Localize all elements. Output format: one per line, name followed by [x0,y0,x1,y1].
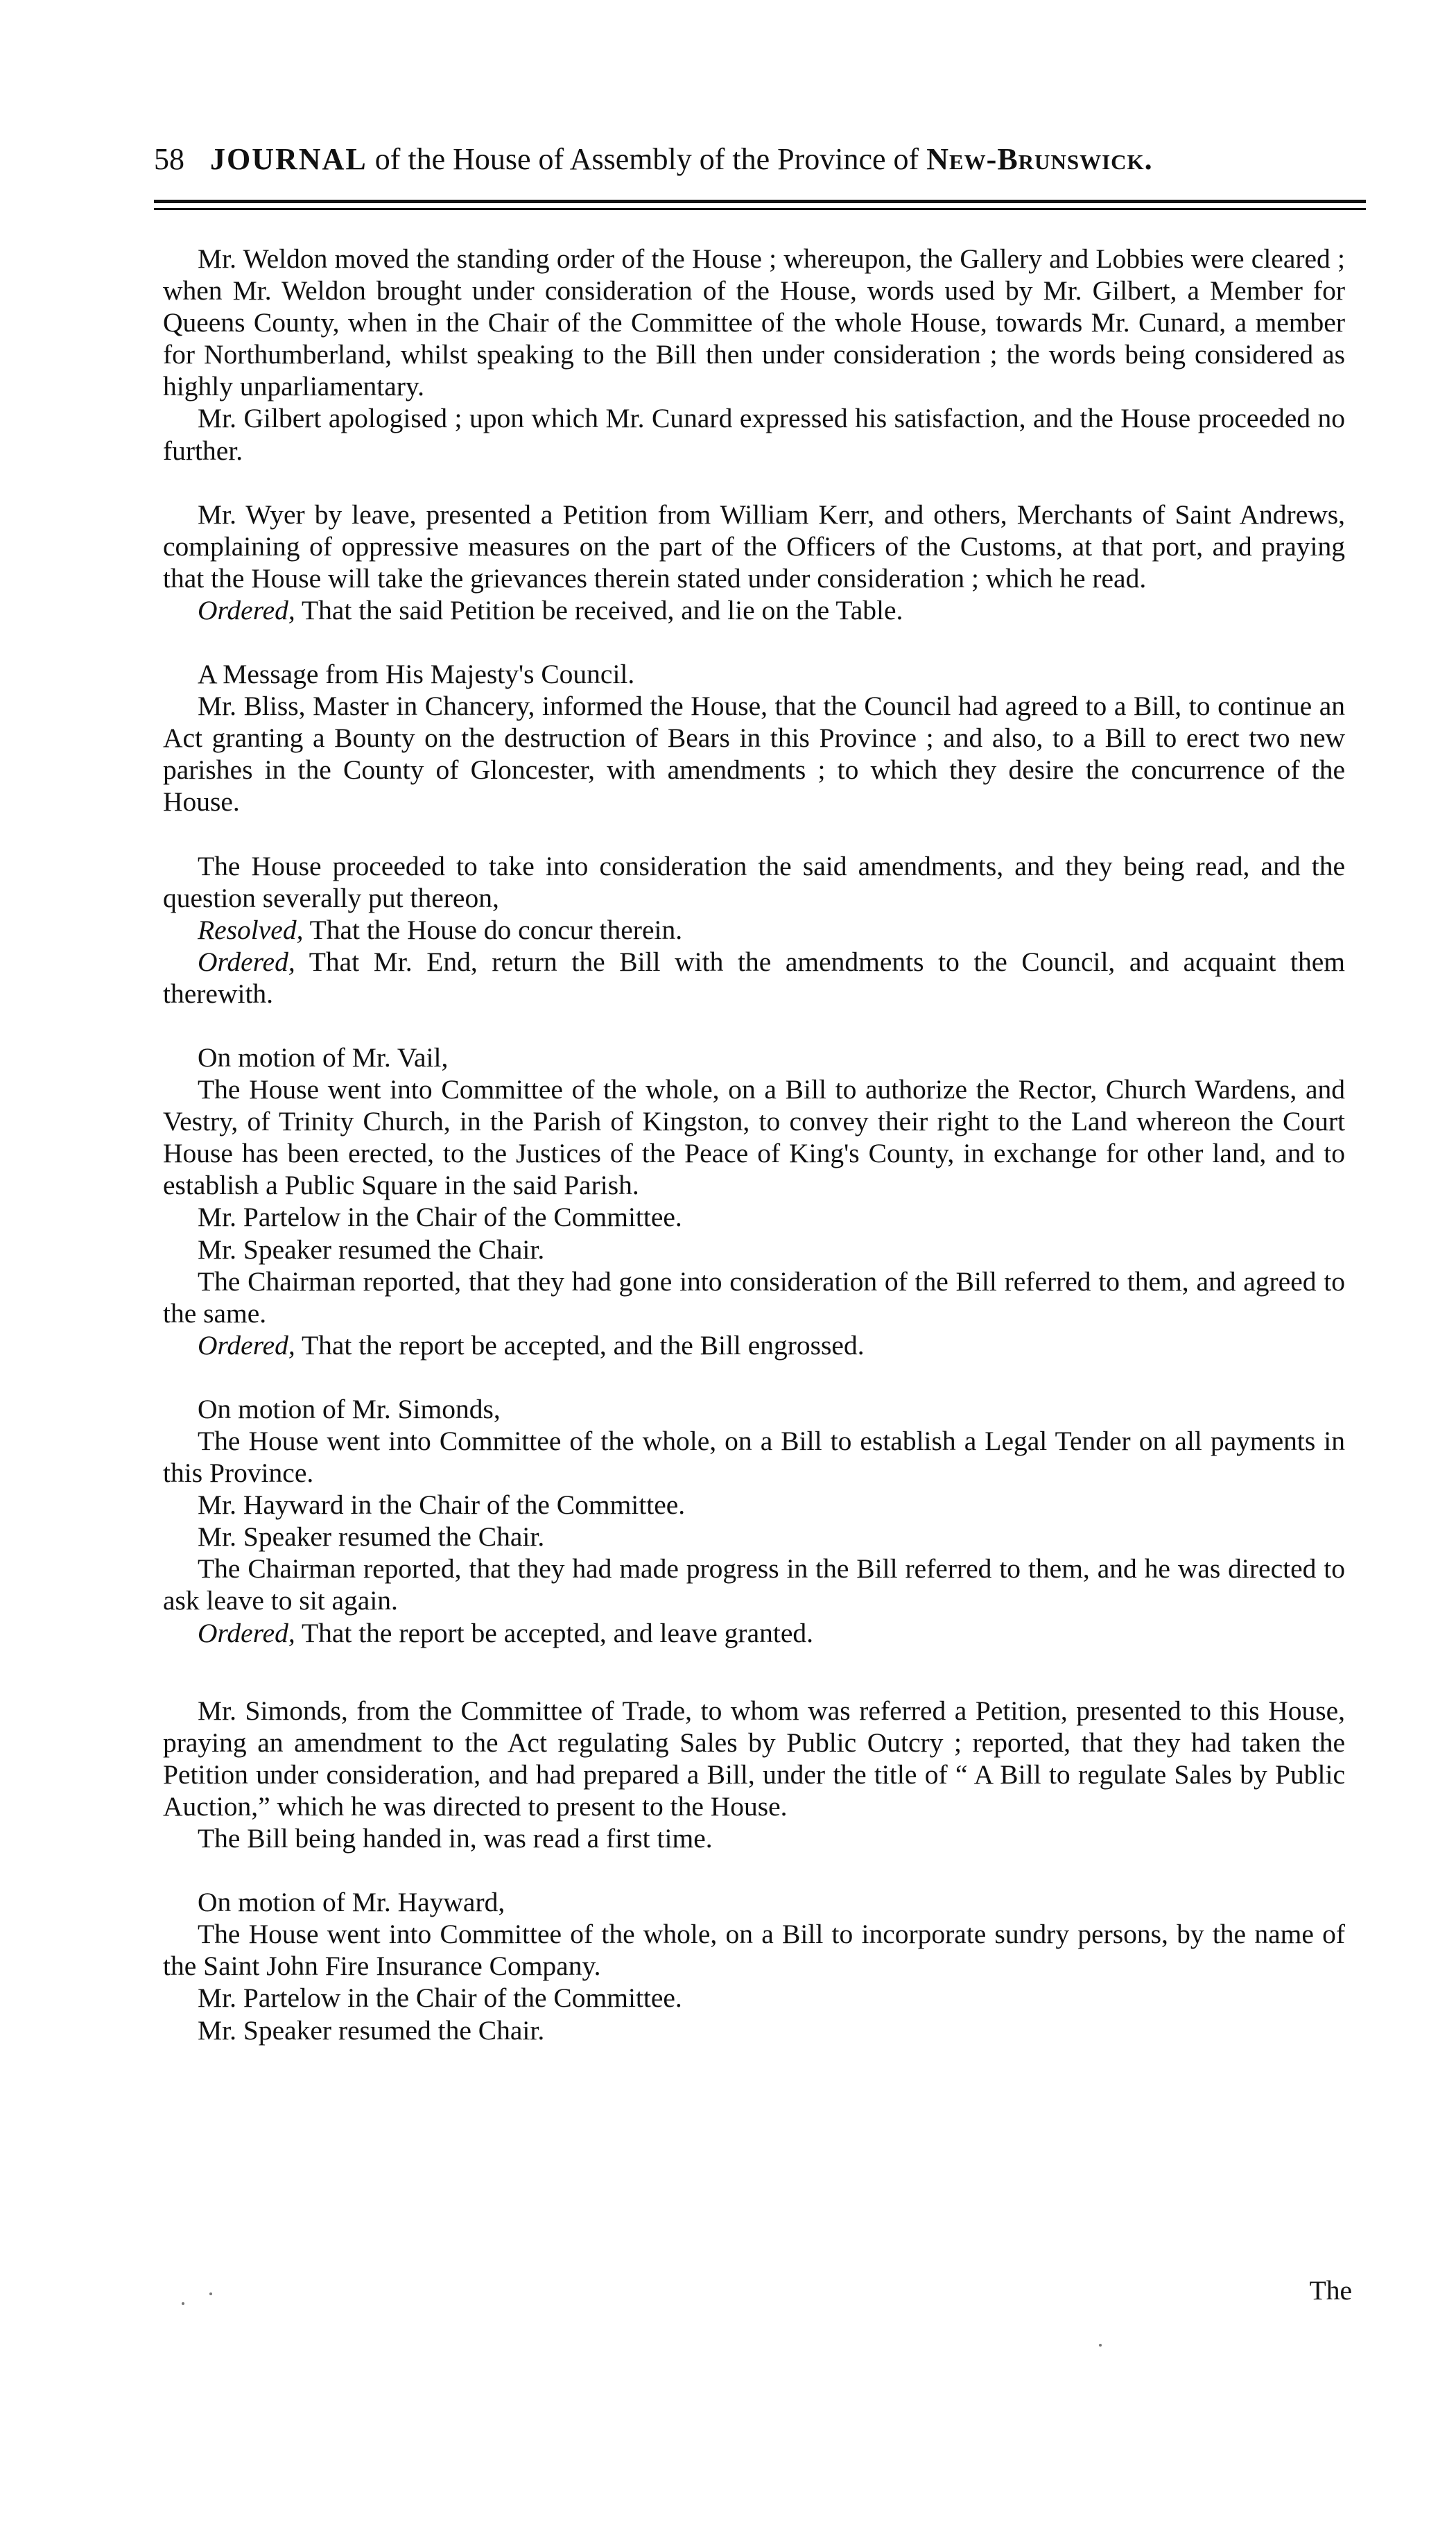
journal-paragraph [163,1886,1345,1918]
journal-paragraph [163,1073,1345,1201]
paragraph-text: The House went into Committee of the whole, on a Bill to establish a Legal Tender on all payments in this Province. [163,1426,1345,1489]
print-speck [1099,2344,1102,2347]
paragraph-text: The Chairman reported, that they had gone into consideration of the Bill referred to them, and agreed to the same. [163,1266,1345,1329]
header-rule-thin [154,208,1366,210]
print-speck [182,2302,184,2305]
journal-paragraph [163,1329,1345,1361]
paragraph-italic-lead: Ordered, [198,1329,295,1361]
journal-paragraph [163,1042,1345,1073]
journal-paragraph [163,1617,1345,1649]
journal-paragraph [163,1489,1345,1521]
journal-entry-b8 [163,1886,1345,2046]
journal-entry-b3 [163,658,1345,818]
paragraph-text: The House proceeded to take into consideration the said amendments, and they being read, and the question severally put thereon, [163,850,1345,913]
paragraph-text: That the report be accepted, and the Bill engrossed. [295,1329,865,1361]
journal-paragraph [163,1234,1345,1266]
paragraph-text: The Chairman reported, that they had made progress in the Bill referred to them, and he was directed to ask leave to sit again. [163,1553,1345,1616]
journal-paragraph [163,243,1345,402]
paragraph-text: Mr. Weldon moved the standing order of the House ; whereupon, the Gallery and Lobbies were cleared ; when Mr. Weldon brought under consideration of the House, words used by Mr. Gilbert, a Member for Queens County, when in the Chair of the Committee of the whole House, towards Mr. Cunard, a member for Northumberland, whilst speaking to the Bill then under consideration ; the words being considered as highly unparliamentary. [163,243,1345,402]
paragraph-text: The Bill being handed in, was read a first time. [198,1823,713,1854]
journal-paragraph [163,946,1345,1010]
paragraph-text: On motion of Mr. Hayward, [198,1887,505,1918]
paragraph-italic-lead: Ordered, [198,946,295,977]
journal-paragraph [163,1425,1345,1489]
journal-paragraph [163,1201,1345,1233]
header-title-middle: of the House of Assembly of the Province of [374,142,919,176]
journal-paragraph [163,1521,1345,1553]
block-separator [163,1361,1345,1393]
paragraph-text: Mr. Partelow in the Chair of the Committee. [198,1983,682,2014]
journal-text [163,243,1345,2046]
journal-entry-b5 [163,1042,1345,1361]
block-separator [163,1010,1345,1042]
paragraph-text: Mr. Wyer by leave, presented a Petition from William Kerr, and others, Merchants of Saint Andrews, complaining of oppressive measures on the part of the Officers of the Customs, at that port, and praying that the House will take the grievances therein stated under consideration ; which he read. [163,499,1345,594]
paragraph-italic-lead: Ordered, [198,1617,295,1648]
journal-paragraph [163,1982,1345,2014]
page-number: 58 [154,142,184,176]
journal-paragraph [163,1695,1345,1822]
block-separator [163,626,1345,658]
journal-paragraph [163,594,1345,626]
running-header [154,139,1360,180]
block-separator [163,1854,1345,1886]
journal-paragraph [163,914,1345,946]
paragraph-text: The House went into Committee of the whole, on a Bill to incorporate sundry persons, by the name of the Saint John Fire Insurance Company. [163,1919,1345,1982]
journal-paragraph [163,1553,1345,1616]
paragraph-text: A Message from His Majesty's Council. [198,659,635,690]
paragraph-text: That the House do concur therein. [303,914,683,945]
journal-paragraph [163,402,1345,466]
journal-paragraph [163,2014,1345,2046]
paragraph-italic-lead: Resolved, [198,914,304,945]
paragraph-text: The House went into Committee of the whole, on a Bill to authorize the Rector, Church Wardens, and Vestry, of Trinity Church, in the Parish of Kingston, to convey their right to the Land whereon the Court House has been erected, to the Justices of the Peace of King's County, in exchange for other land, and to establish a Public Square in the said Parish. [163,1074,1345,1201]
journal-paragraph [163,690,1345,818]
journal-entry-b6 [163,1393,1345,1649]
paragraph-italic-lead: Ordered, [198,594,295,625]
paragraph-text: That the said Petition be received, and lie on the Table. [295,594,903,625]
paragraph-text: That the report be accepted, and leave granted. [295,1617,813,1648]
journal-entry-b1 [163,243,1345,467]
paragraph-text: Mr. Speaker resumed the Chair. [198,1234,545,1265]
block-separator [163,818,1345,850]
header-journal-title: JOURNAL [210,142,367,176]
paragraph-text: Mr. Gilbert apologised ; upon which Mr. Cunard expressed his satisfaction, and the House proceeded no further. [163,403,1345,466]
header-rule-thick [154,200,1366,203]
journal-entry-b7 [163,1695,1345,1854]
paragraph-text: Mr. Hayward in the Chair of the Committee. [198,1489,686,1521]
journal-paragraph [163,499,1345,594]
paragraph-text: Mr. Speaker resumed the Chair. [198,2014,545,2046]
print-speck [209,2292,212,2295]
journal-paragraph [163,1266,1345,1329]
header-province-name: New-Brunswick. [926,142,1153,176]
block-separator [163,467,1345,499]
journal-entry-b4 [163,850,1345,1010]
paragraph-text: Mr. Bliss, Master in Chancery, informed the House, that the Council had agreed to a Bill, to continue an Act granting a Bounty on the destruction of Bears in this Province ; and also, to a Bill to erect two new parishes in the County of Gloncester, with amendments ; to which they desire the concurrence of the House. [163,691,1345,818]
journal-paragraph [163,1822,1345,1854]
catchword: The [1309,2275,1352,2306]
journal-paragraph [163,1393,1345,1425]
journal-paragraph [163,850,1345,914]
paragraph-text: That Mr. End, return the Bill with the amendments to the Council, and acquaint them therewith. [163,946,1345,1009]
journal-paragraph [163,1918,1345,1982]
paragraph-text: On motion of Mr. Vail, [198,1042,449,1073]
paragraph-text: Mr. Speaker resumed the Chair. [198,1521,545,1553]
paragraph-text: Mr. Partelow in the Chair of the Committee. [198,1202,682,1233]
paragraph-text: On motion of Mr. Simonds, [198,1393,501,1424]
journal-paragraph [163,658,1345,690]
journal-entry-b2 [163,499,1345,626]
block-separator [163,1649,1345,1695]
paragraph-text: Mr. Simonds, from the Committee of Trade, to whom was referred a Petition, presented to this House, praying an amendment to the Act regulating Sales by Public Outcry ; reported, that they had taken the Petition under consideration, and had prepared a Bill, under the title of “ A Bill to regulate Sales by Public Auction,” which he was directed to present to the House. [163,1695,1345,1822]
